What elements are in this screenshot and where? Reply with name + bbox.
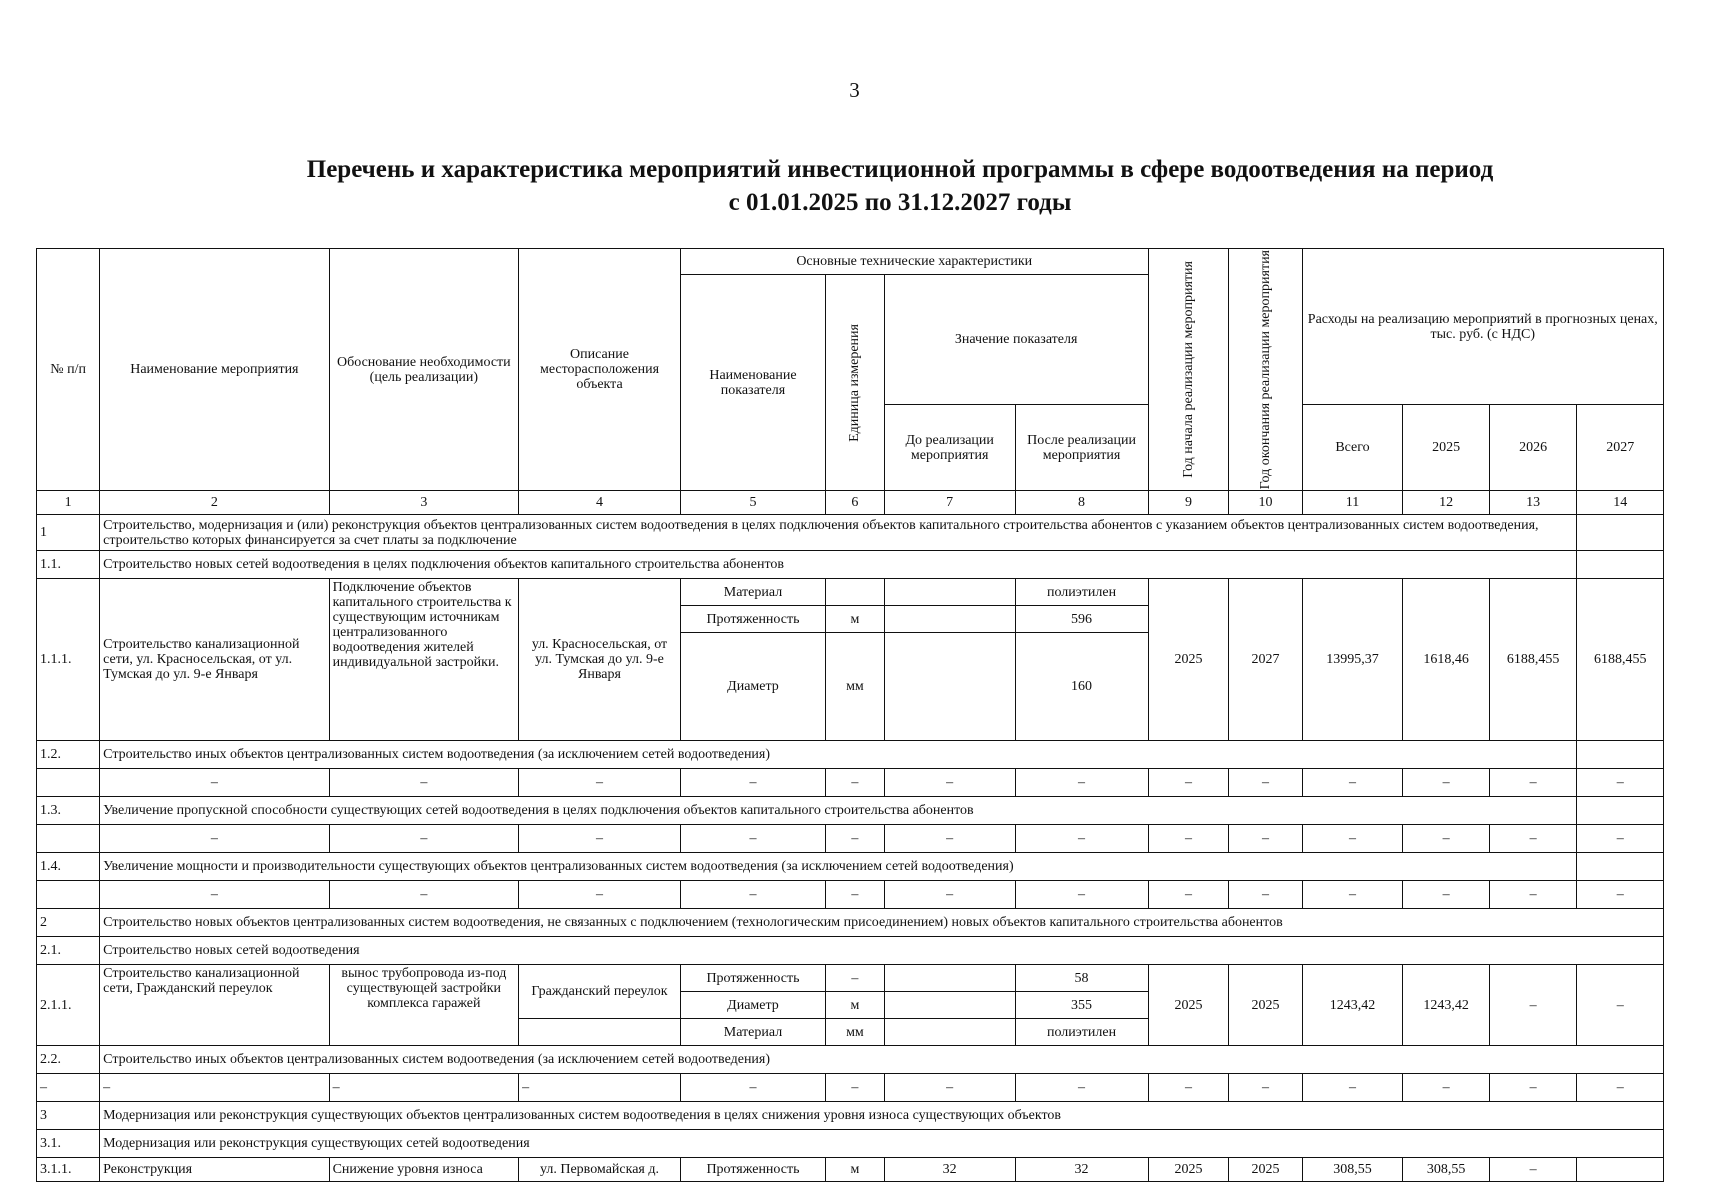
header-indicator: Наименование показателя — [680, 275, 825, 491]
header-2027: 2027 — [1577, 405, 1664, 491]
item-reason: вынос трубопровода из-под существующей застройки комплекса гаражей — [329, 965, 519, 1046]
item-after: 32 — [1015, 1158, 1148, 1182]
section-text: Увеличение мощности и производительности существующих объектов централизованных систем водоотведения (за исключением сетей водоотведения) — [100, 853, 1577, 881]
item-before — [884, 606, 1015, 633]
section-text: Строительство, модернизация и (или) реконструкция объектов централизованных систем водоотведения в целях подключения объектов капитального строительства абонентов с указанием объектов централизованных систем водоотведения, строительство которых финансируется за счет платы за подключение — [100, 515, 1577, 551]
item-2025: 1618,46 — [1403, 579, 1489, 741]
col-number: 12 — [1403, 491, 1489, 515]
document-title — [170, 153, 1630, 219]
section-text: Модернизация или реконструкция существующих объектов централизованных систем водоотведения в целях снижения уровня износа существующих объектов — [100, 1102, 1664, 1130]
item-before — [884, 579, 1015, 606]
col-number: 14 — [1577, 491, 1664, 515]
dash-cell: – — [329, 825, 519, 853]
item-reason: Подключение объектов капитального строительства к существующим источникам централизованного водоотведения жителей индивидуальной застройки. — [329, 579, 519, 741]
dash-cell: – — [329, 1074, 519, 1102]
item-indicator: Диаметр — [680, 992, 825, 1019]
col-number: 6 — [826, 491, 885, 515]
dash-cell: – — [1403, 881, 1489, 909]
dash-cell: – — [519, 769, 681, 797]
section-row-1-2 — [37, 741, 1664, 769]
dash-cell: – — [680, 1074, 825, 1102]
item-unit: – — [826, 965, 885, 992]
dash-cell: – — [884, 769, 1015, 797]
item-1-1-1-row-1 — [37, 579, 1664, 606]
item-before — [884, 965, 1015, 992]
header-reason: Обоснование необходимости (цель реализации) — [329, 249, 519, 491]
item-year-start: 2025 — [1148, 579, 1229, 741]
dash-cell: – — [519, 1074, 681, 1102]
section-text: Модернизация или реконструкция существующих сетей водоотведения — [100, 1130, 1664, 1158]
section-num: 2 — [37, 909, 100, 937]
dash-row — [37, 1074, 1664, 1102]
dash-row — [37, 769, 1664, 797]
item-year-end: 2025 — [1229, 965, 1302, 1046]
col-number: 3 — [329, 491, 519, 515]
header-tech-group: Основные технические характеристики — [680, 249, 1148, 275]
col-number: 4 — [519, 491, 681, 515]
dash-cell: – — [1302, 769, 1403, 797]
dash-cell: – — [1403, 1074, 1489, 1102]
page-number: 3 — [849, 78, 860, 102]
section-text: Увеличение пропускной способности существующих сетей водоотведения в целях подключения объектов капитального строительства абонентов — [100, 797, 1577, 825]
item-name: Строительство канализационной сети, Гражданский переулок — [100, 965, 329, 1046]
item-2-1-1-row-1 — [37, 965, 1664, 992]
empty-cell — [519, 1019, 681, 1046]
item-indicator: Протяженность — [680, 965, 825, 992]
section-row-1 — [37, 515, 1664, 551]
item-indicator: Диаметр — [680, 633, 825, 741]
section-row-2 — [37, 909, 1664, 937]
col-number: 13 — [1489, 491, 1577, 515]
section-row-1-3 — [37, 797, 1664, 825]
header-after: После реализации мероприятия — [1015, 405, 1148, 491]
item-location: ул. Красносельская, от ул. Тумская до ул. 9-е Января — [519, 579, 681, 741]
header-total: Всего — [1302, 405, 1403, 491]
dash-cell: – — [1403, 825, 1489, 853]
section-text: Строительство иных объектов централизованных систем водоотведения (за исключением сетей водоотведения) — [100, 1046, 1664, 1074]
section-row-2-2 — [37, 1046, 1664, 1074]
dash-cell: – — [1148, 881, 1229, 909]
col-number: 11 — [1302, 491, 1403, 515]
dash-cell: – — [1229, 825, 1302, 853]
dash-cell: – — [1577, 825, 1664, 853]
item-unit: м — [826, 606, 885, 633]
dash-cell: – — [826, 825, 885, 853]
item-indicator: Материал — [680, 1019, 825, 1046]
dash-cell: – — [884, 881, 1015, 909]
item-after: 58 — [1015, 965, 1148, 992]
header-year-start: Год начала реализации мероприятия — [1180, 261, 1196, 479]
item-after: полиэтилен — [1015, 579, 1148, 606]
header-before: До реализации мероприятия — [884, 405, 1015, 491]
item-location: Гражданский переулок — [519, 965, 681, 1019]
investment-table — [36, 248, 1664, 1182]
dash-cell: – — [1148, 769, 1229, 797]
item-2027: – — [1577, 965, 1664, 1046]
dash-cell: – — [1489, 769, 1577, 797]
empty-cell — [37, 825, 100, 853]
item-2025: 1243,42 — [1403, 965, 1489, 1046]
dash-cell: – — [1229, 881, 1302, 909]
dash-row — [37, 881, 1664, 909]
header-location: Описание месторасположения объекта — [519, 249, 681, 491]
dash-cell: – — [1015, 825, 1148, 853]
section-num: 1.4. — [37, 853, 100, 881]
dash-cell: – — [519, 825, 681, 853]
dash-cell: – — [680, 825, 825, 853]
item-2025: 308,55 — [1403, 1158, 1489, 1182]
item-year-end: 2027 — [1229, 579, 1302, 741]
section-num: 2.2. — [37, 1046, 100, 1074]
col-number: 9 — [1148, 491, 1229, 515]
title-line-1: Перечень и характеристика мероприятий инвестиционной программы в сфере водоотведения на период — [306, 156, 1494, 183]
section-row-2-1 — [37, 937, 1664, 965]
section-num: 1.2. — [37, 741, 100, 769]
dash-cell: – — [1229, 769, 1302, 797]
empty-cell — [37, 881, 100, 909]
item-2026: – — [1489, 1158, 1577, 1182]
dash-cell: – — [1015, 1074, 1148, 1102]
item-unit — [826, 579, 885, 606]
item-before — [884, 992, 1015, 1019]
header-value-group: Значение показателя — [884, 275, 1148, 405]
section-text: Строительство новых сетей водоотведения в целях подключения объектов капитального строительства абонентов — [100, 551, 1577, 579]
dash-cell: – — [1148, 825, 1229, 853]
item-after: 355 — [1015, 992, 1148, 1019]
section-row-1-4 — [37, 853, 1664, 881]
dash-cell: – — [826, 1074, 885, 1102]
dash-cell: – — [680, 769, 825, 797]
header-name: Наименование мероприятия — [100, 249, 329, 491]
item-year-start: 2025 — [1148, 965, 1229, 1046]
dash-cell: – — [1302, 1074, 1403, 1102]
section-num: 1 — [37, 515, 100, 551]
section-num: 1.1. — [37, 551, 100, 579]
dash-cell: – — [1489, 825, 1577, 853]
dash-cell: – — [884, 1074, 1015, 1102]
item-year-start: 2025 — [1148, 1158, 1229, 1182]
header-2025: 2025 — [1403, 405, 1489, 491]
dash-cell: – — [1577, 769, 1664, 797]
item-year-end: 2025 — [1229, 1158, 1302, 1182]
col-number: 2 — [100, 491, 329, 515]
section-row-3-1 — [37, 1130, 1664, 1158]
item-after: 160 — [1015, 633, 1148, 741]
section-text: Строительство иных объектов централизованных систем водоотведения (за исключением сетей водоотведения) — [100, 741, 1577, 769]
item-indicator: Материал — [680, 579, 825, 606]
dash-cell: – — [1015, 769, 1148, 797]
dash-row — [37, 825, 1664, 853]
header-year-end: Год окончания реализации мероприятия — [1258, 250, 1273, 490]
dash-cell: – — [100, 1074, 329, 1102]
section-num: 3.1. — [37, 1130, 100, 1158]
header-2026: 2026 — [1489, 405, 1577, 491]
header-num: № п/п — [37, 249, 100, 491]
header-year-start-cell — [1148, 249, 1229, 491]
col-number: 1 — [37, 491, 100, 515]
dash-cell: – — [1403, 769, 1489, 797]
dash-cell: – — [884, 825, 1015, 853]
item-unit: мм — [826, 1019, 885, 1046]
title-line-2: с 01.01.2025 по 31.12.2027 годы — [728, 189, 1072, 216]
dash-cell: – — [329, 881, 519, 909]
dash-cell: – — [100, 769, 329, 797]
section-text: Строительство новых сетей водоотведения — [100, 937, 1664, 965]
item-unit: мм — [826, 633, 885, 741]
empty-cell — [37, 769, 100, 797]
dash-cell: – — [826, 769, 885, 797]
section-num: 1.3. — [37, 797, 100, 825]
dash-cell: – — [1489, 1074, 1577, 1102]
section-num: 3 — [37, 1102, 100, 1130]
empty-cell — [1577, 853, 1664, 881]
dash-cell: – — [1229, 1074, 1302, 1102]
dash-cell: – — [329, 769, 519, 797]
dash-cell: – — [1489, 881, 1577, 909]
item-2026: 6188,455 — [1489, 579, 1577, 741]
item-indicator: Протяженность — [680, 606, 825, 633]
item-num: 1.1.1. — [37, 579, 100, 741]
item-name: Строительство канализационной сети, ул. Красносельская, от ул. Тумская до ул. 9-е Января — [100, 579, 329, 741]
item-unit: м — [826, 992, 885, 1019]
empty-cell — [1577, 551, 1664, 579]
section-text: Строительство новых объектов централизованных систем водоотведения, не связанных с подключением (технологическим присоединением) новых объектов капитального строительства абонентов — [100, 909, 1664, 937]
dash-cell: – — [37, 1074, 100, 1102]
header-unit: Единица измерения — [847, 323, 863, 442]
header-cost-group: Расходы на реализацию мероприятий в прогнозных ценах, тыс. руб. (с НДС) — [1302, 249, 1663, 405]
item-after: полиэтилен — [1015, 1019, 1148, 1046]
item-total: 13995,37 — [1302, 579, 1403, 741]
dash-cell: – — [826, 881, 885, 909]
dash-cell: – — [1577, 881, 1664, 909]
dash-cell: – — [1302, 825, 1403, 853]
item-2027: 6188,455 — [1577, 579, 1664, 741]
item-before: 32 — [884, 1158, 1015, 1182]
dash-cell: – — [680, 881, 825, 909]
section-row-1-1 — [37, 551, 1664, 579]
item-total: 1243,42 — [1302, 965, 1403, 1046]
empty-cell — [1577, 515, 1664, 551]
item-indicator: Протяженность — [680, 1158, 825, 1182]
item-num: 2.1.1. — [37, 965, 100, 1046]
dash-cell: – — [1577, 1074, 1664, 1102]
item-reason: Снижение уровня износа — [329, 1158, 519, 1182]
item-location: ул. Первомайская д. — [519, 1158, 681, 1182]
header-unit-cell — [826, 275, 885, 491]
empty-cell — [1577, 741, 1664, 769]
item-unit: м — [826, 1158, 885, 1182]
dash-cell: – — [1015, 881, 1148, 909]
header-row-1 — [37, 249, 1664, 275]
col-number: 8 — [1015, 491, 1148, 515]
item-total: 308,55 — [1302, 1158, 1403, 1182]
dash-cell: – — [100, 825, 329, 853]
dash-cell: – — [100, 881, 329, 909]
col-number: 10 — [1229, 491, 1302, 515]
item-2026: – — [1489, 965, 1577, 1046]
item-before — [884, 1019, 1015, 1046]
col-number: 5 — [680, 491, 825, 515]
empty-cell — [1577, 797, 1664, 825]
section-row-3 — [37, 1102, 1664, 1130]
column-numbers-row — [37, 491, 1664, 515]
header-year-end-cell — [1229, 249, 1302, 491]
dash-cell: – — [1148, 1074, 1229, 1102]
dash-cell: – — [519, 881, 681, 909]
item-3-1-1-row — [37, 1158, 1664, 1182]
item-before — [884, 633, 1015, 741]
item-name: Реконструкция — [100, 1158, 329, 1182]
col-number: 7 — [884, 491, 1015, 515]
item-after: 596 — [1015, 606, 1148, 633]
item-num: 3.1.1. — [37, 1158, 100, 1182]
section-num: 2.1. — [37, 937, 100, 965]
item-2027 — [1577, 1158, 1664, 1182]
dash-cell: – — [1302, 881, 1403, 909]
